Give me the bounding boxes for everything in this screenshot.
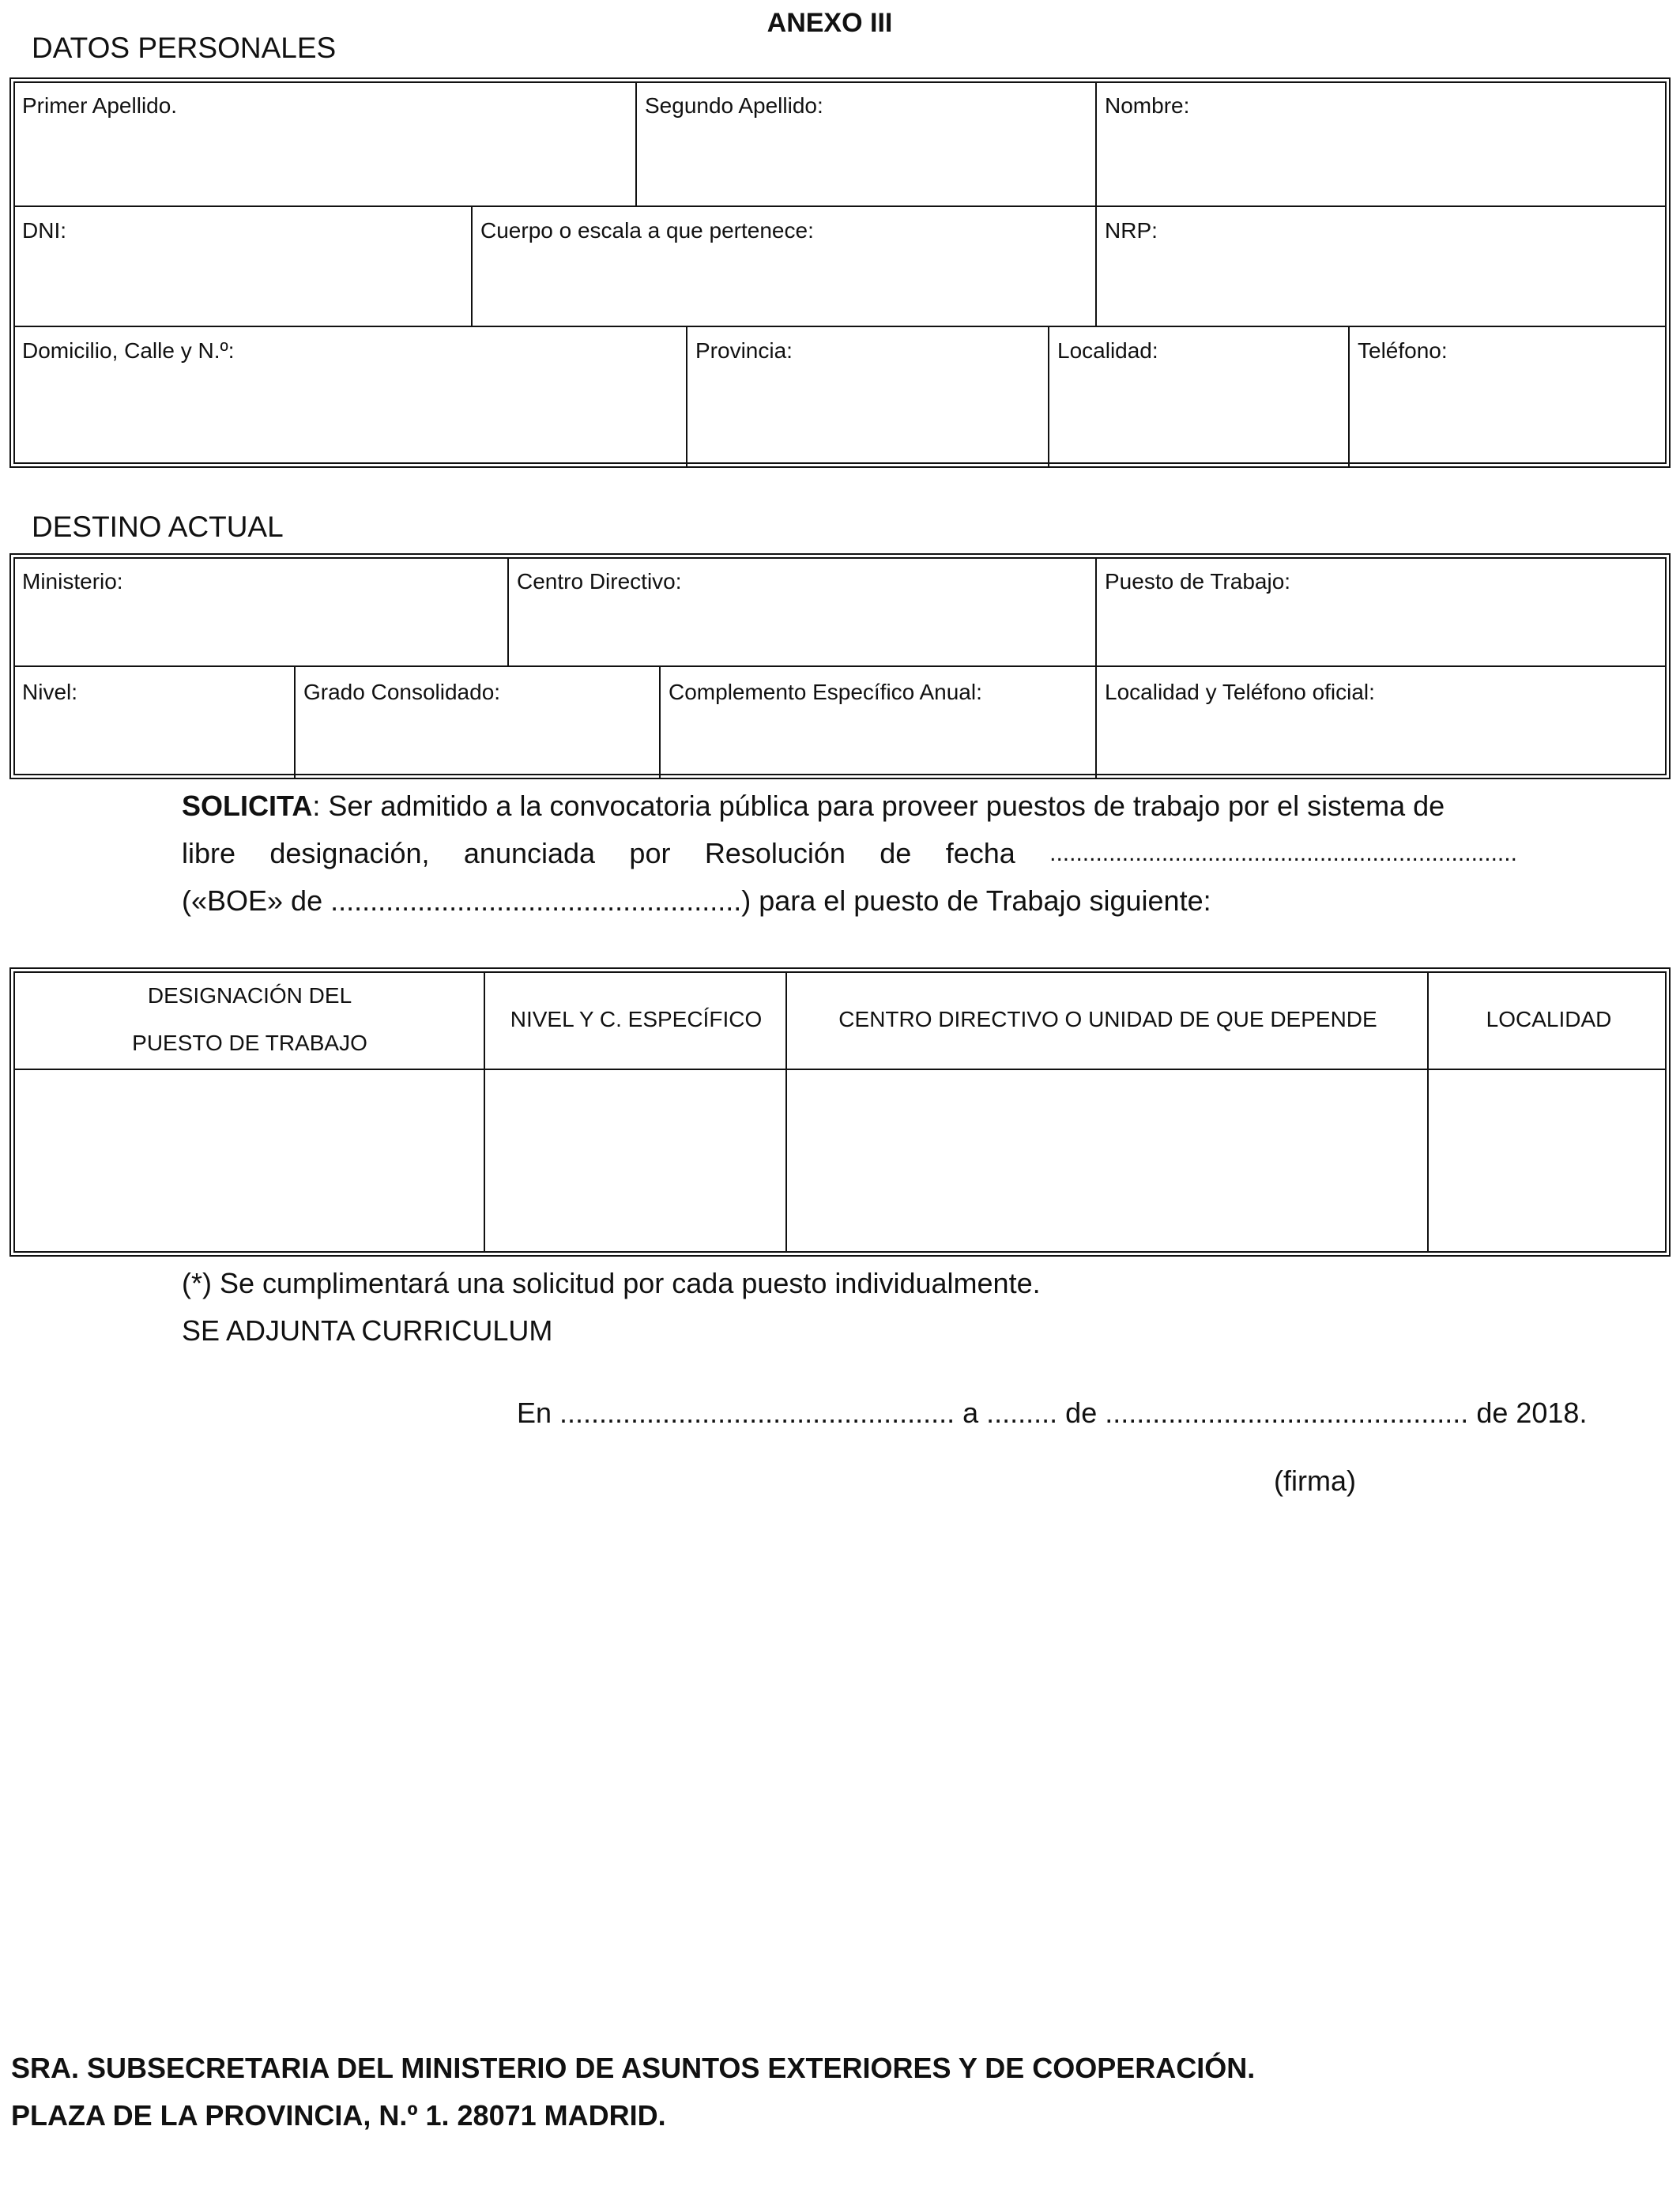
header-line: DESIGNACIÓN DEL — [147, 983, 352, 1008]
column-divider — [686, 326, 687, 467]
nombre-field[interactable] — [1098, 84, 1664, 204]
column-divider — [484, 971, 485, 1253]
solicita-line-2 — [182, 830, 1517, 877]
cuerpo-escala-field[interactable] — [474, 209, 1094, 324]
word: libre — [182, 837, 236, 869]
column-divider — [1348, 326, 1350, 467]
word: por — [629, 837, 671, 869]
column-divider — [1427, 971, 1429, 1253]
localidad-cell[interactable] — [1430, 1072, 1664, 1252]
row-divider — [13, 326, 1667, 327]
field-label: Puesto de Trabajo: — [1105, 569, 1291, 594]
field-label: NRP: — [1105, 218, 1158, 243]
row-divider — [13, 665, 1667, 667]
word: de — [880, 837, 912, 869]
column-divider — [1095, 665, 1097, 778]
destino-actual-form — [9, 553, 1671, 779]
centro-directivo-cell[interactable] — [789, 1072, 1426, 1252]
puesto-trabajo-field[interactable] — [1098, 560, 1664, 664]
document-title: ANEXO III — [767, 8, 893, 38]
localidad-field[interactable] — [1051, 329, 1347, 465]
grado-consolidado-field[interactable] — [297, 669, 657, 776]
column-divider — [1048, 326, 1049, 467]
section-heading-datos-personales: DATOS PERSONALES — [32, 32, 337, 64]
firma-label: (firma) — [1274, 1465, 1356, 1497]
nivel-especifico-cell[interactable] — [487, 1072, 784, 1252]
telefono-field[interactable] — [1351, 329, 1664, 465]
header-designacion — [16, 972, 484, 1067]
localidad-telefono-oficial-field[interactable] — [1098, 669, 1664, 776]
note-solicitud: (*) Se cumplimentará una solicitud por cada puesto individualmente. — [182, 1267, 1041, 1299]
centro-directivo-field[interactable] — [510, 560, 1094, 664]
solicita-lead: SOLICITA — [182, 790, 313, 822]
field-label: Localidad: — [1057, 338, 1158, 363]
header-line: PUESTO DE TRABAJO — [132, 1031, 367, 1055]
puesto-table — [9, 967, 1671, 1257]
column-divider — [785, 971, 787, 1253]
field-label: DNI: — [22, 218, 66, 243]
field-label: Segundo Apellido: — [645, 93, 823, 118]
addressee-line-1: SRA. SUBSECRETARIA DEL MINISTERIO DE ASUNTOS EXTERIORES Y DE COOPERACIÓN. — [11, 2052, 1256, 2084]
ministerio-field[interactable] — [16, 560, 506, 664]
resolucion-fecha-blank[interactable]: ....................................................................... — [1049, 840, 1517, 866]
row-divider — [13, 205, 1667, 207]
segundo-apellido-field[interactable] — [638, 84, 1094, 204]
word: anunciada — [463, 837, 596, 869]
solicita-line-1 — [182, 782, 1517, 830]
field-label: Domicilio, Calle y N.º: — [22, 338, 235, 363]
field-label: Cuerpo o escala a que pertenece: — [480, 218, 814, 243]
dni-field[interactable] — [16, 209, 469, 324]
word: designación, — [269, 837, 430, 869]
column-divider — [294, 665, 296, 778]
header-localidad: LOCALIDAD — [1486, 1007, 1612, 1031]
header-centro-directivo: CENTRO DIRECTIVO O UNIDAD DE QUE DEPENDE — [838, 1007, 1377, 1031]
field-label: Primer Apellido. — [22, 93, 178, 118]
datos-personales-form — [9, 77, 1671, 468]
complemento-especifico-field[interactable] — [662, 669, 1094, 776]
field-label: Teléfono: — [1358, 338, 1448, 363]
column-divider — [1095, 81, 1097, 205]
field-label: Grado Consolidado: — [303, 680, 501, 704]
field-label: Localidad y Teléfono oficial: — [1105, 680, 1375, 704]
header-nivel: NIVEL Y C. ESPECÍFICO — [510, 1007, 763, 1031]
place-date-line[interactable]: En .................................................. a ......... de .............................................. de 2018. — [517, 1397, 1588, 1429]
field-label: Provincia: — [695, 338, 793, 363]
nrp-field[interactable] — [1098, 209, 1664, 324]
section-heading-destino-actual: DESTINO ACTUAL — [32, 511, 284, 543]
nivel-field[interactable] — [16, 669, 292, 776]
column-divider — [635, 81, 637, 205]
primer-apellido-field[interactable] — [16, 84, 634, 204]
column-divider — [1095, 205, 1097, 326]
column-divider — [471, 205, 473, 326]
word: fecha — [945, 837, 1015, 869]
solicita-paragraph — [182, 782, 1517, 925]
domicilio-field[interactable] — [16, 329, 684, 465]
word: Resolución — [704, 837, 846, 869]
field-label: Complemento Específico Anual: — [669, 680, 982, 704]
solicita-line-3: («BOE» de ....................................................) para el puesto de Trabajo siguiente: — [182, 884, 1211, 917]
column-divider — [507, 557, 509, 665]
column-divider — [659, 665, 661, 778]
column-divider — [1095, 557, 1097, 665]
field-label: Nivel: — [22, 680, 78, 704]
provincia-field[interactable] — [689, 329, 1046, 465]
field-label: Nombre: — [1105, 93, 1190, 118]
solicita-text: : Ser admitido a la convocatoria pública para proveer puestos de trabajo por el sistema de — [312, 790, 1445, 822]
addressee-line-2: PLAZA DE LA PROVINCIA, N.º 1. 28071 MADRID. — [11, 2099, 666, 2132]
note-curriculum: SE ADJUNTA CURRICULUM — [182, 1314, 553, 1347]
field-label: Centro Directivo: — [517, 569, 682, 594]
header-divider — [13, 1069, 1667, 1070]
field-label: Ministerio: — [22, 569, 123, 594]
designacion-puesto-cell[interactable] — [16, 1072, 482, 1252]
